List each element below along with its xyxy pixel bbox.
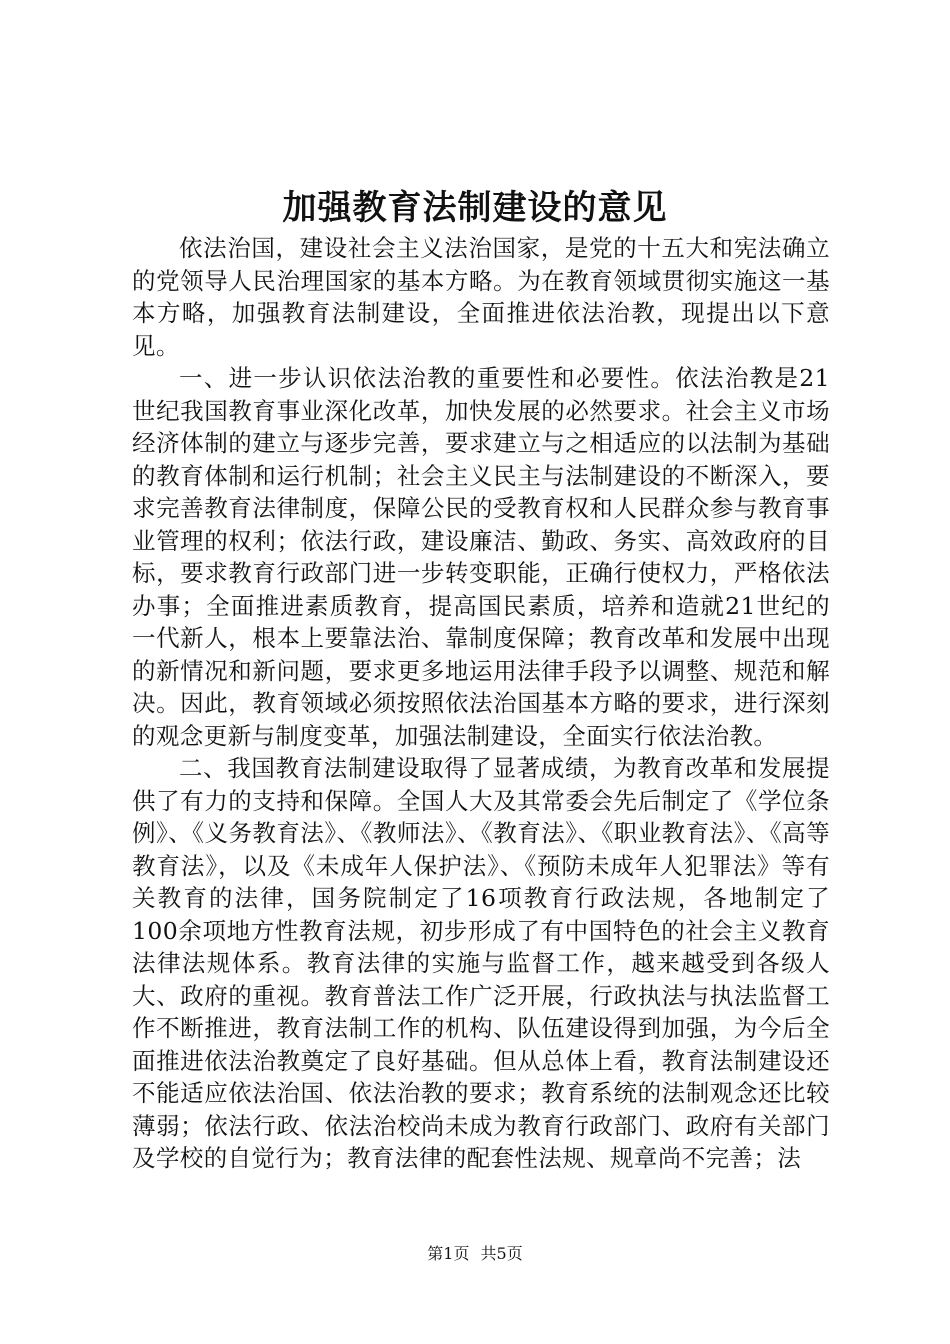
paragraph-intro: 依法治国，建设社会主义法治国家，是党的十五大和宪法确立的党领导人民治理国家的基本方略。为在教育领域贯彻实施这一基本方略，加强教育法制建设，全面推进依法治教，现提出以下意见。 [132,234,830,360]
page-number: 第1页 [427,1244,470,1263]
document-body [132,232,830,1175]
page-total: 共5页 [480,1244,523,1263]
paragraph-section-2: 二、我国教育法制建设取得了显著成绩，为教育改革和发展提供了有力的支持和保障。全国人大及其常委会先后制定了《学位条例》、《义务教育法》、《教师法》、《教育法》、《职业教育法》、《高等教育法》，以及《未成年人保护法》、《预防未成年人犯罪法》等有关教育的法律，国务院制定了16项教育行政法规，各地制定了100余项地方性教育法规，初步形成了有中国特色的社会主义教育法律法规体系。教育法律的实施与监督工作，越来越受到各级人大、政府的重视。教育普法工作广泛开展，行政执法与执法监督工作不断推进，教育法制工作的机构、队伍建设得到加强，为今后全面推进依法治教奠定了良好基础。但从总体上看，教育法制建设还不能适应依法治国、依法治教的要求；教育系统的法制观念还比较薄弱；依法行政、依法治校尚未成为教育行政部门、政府有关部门及学校的自觉行为；教育法律的配套性法规、规章尚不完善；法 [132,754,830,1172]
paragraph-section-1: 一、进一步认识依法治教的重要性和必要性。依法治教是21世纪我国教育事业深化改革，加快发展的必然要求。社会主义市场经济体制的建立与逐步完善，要求建立与之相适应的以法制为基础的教育体制和运行机制；社会主义民主与法制建设的不断深入，要求完善教育法律制度，保障公民的受教育权和人民群众参与教育事业管理的权利；依法行政，建设廉洁、勤政、务实、高效政府的目标，要求教育行政部门进一步转变职能，正确行使权力，严格依法办事；全面推进素质教育，提高国民素质，培养和造就21世纪的一代新人，根本上要靠法治、靠制度保障；教育改革和发展中出现的新情况和新问题，要求更多地运用法律手段予以调整、规范和解决。因此，教育领域必须按照依法治国基本方略的要求，进行深刻的观念更新与制度变革，加强法制建设，全面实行依法治教。 [132,364,830,750]
page-footer [0,1242,950,1266]
document-title: 加强教育法制建设的意见 [282,188,668,228]
